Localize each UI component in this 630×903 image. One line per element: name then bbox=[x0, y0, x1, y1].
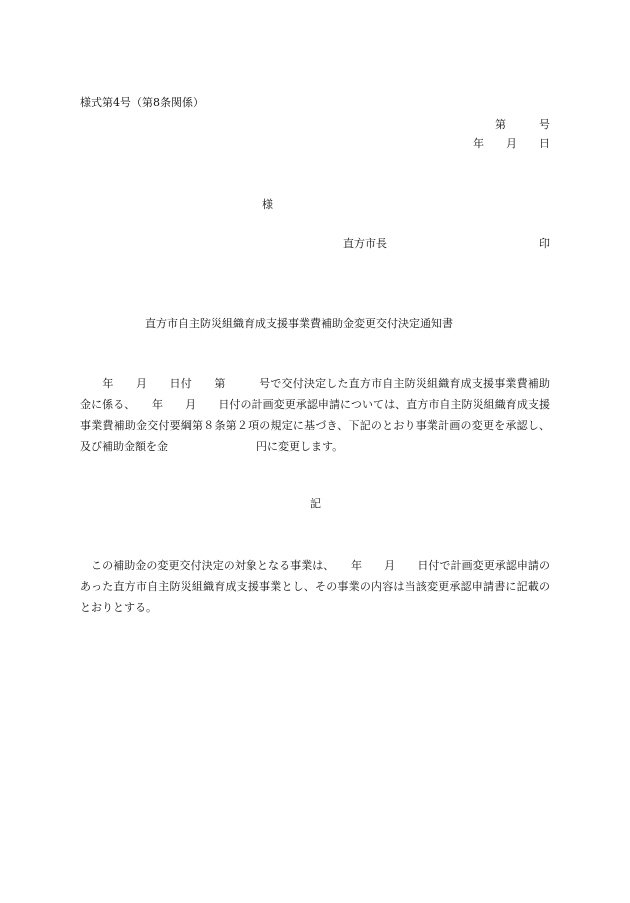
addressee-honorific: 様 bbox=[262, 198, 273, 211]
form-number-label: 様式第4号（第8条関係） bbox=[80, 96, 204, 109]
issuer-mayor: 直方市長 bbox=[343, 237, 387, 250]
ki-heading: 記 bbox=[310, 497, 321, 510]
seal-mark: 印 bbox=[539, 237, 550, 250]
notice-body-paragraph: 年 月 日付 第 号で交付決定した直方市自主防災組織育成支援事業費補助金に係る、 年 月 日付の計画変更承認申請については、直方市自主防災組織育成支援事業費補助金交付要綱第８条第２項の規定に基づき、下記のとおり事業計画の変更を承認し、及び補助金額を金 円に変更します。 bbox=[80, 377, 550, 453]
document-date-line: 年 月 日 bbox=[473, 137, 550, 150]
detail-paragraph: この補助金の変更交付決定の対象となる事業は、 年 月 日付で計画変更承認申請のあった直方市自主防災組織育成支援事業とし、その事業の内容は当該変更承認申請書に記載のとおりとする。 bbox=[80, 559, 550, 614]
document-title: 直方市自主防災組織育成支援事業費補助金変更交付決定通知書 bbox=[145, 317, 453, 330]
document-number-line: 第 号 bbox=[495, 118, 550, 131]
